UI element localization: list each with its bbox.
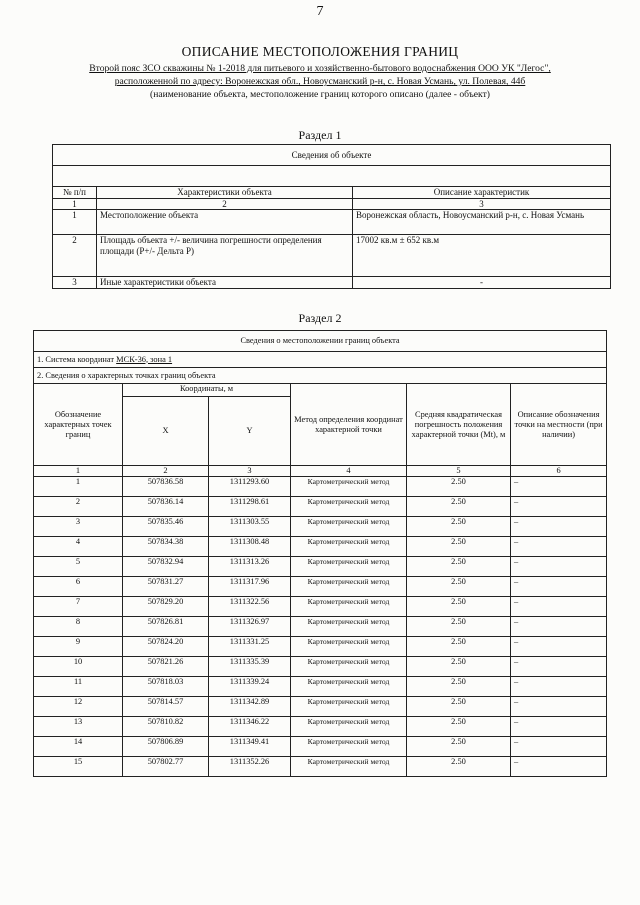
point-description: – [511, 637, 607, 657]
point-x: 507836.58 [123, 477, 209, 497]
point-method: Картометрический метод [291, 597, 407, 617]
point-description: – [511, 617, 607, 637]
header-row [53, 187, 611, 199]
coord-system-prefix: 1. Система координат [37, 354, 117, 364]
header-characteristic: Характеристики объекта [97, 187, 353, 199]
point-y: 1311298.61 [209, 497, 291, 517]
point-method: Картометрический метод [291, 657, 407, 677]
point-error: 2.50 [407, 557, 511, 577]
index-cell: 1 [53, 198, 97, 210]
header-error: Средняя квадратическая погрешность положения характерной точки (Mt), м [407, 384, 511, 466]
point-number: 6 [34, 577, 123, 597]
table-row [34, 637, 607, 657]
boundary-points-table [33, 330, 607, 777]
index-cell: 5 [407, 466, 511, 477]
table-row [34, 677, 607, 697]
point-number: 10 [34, 657, 123, 677]
point-x: 507835.46 [123, 517, 209, 537]
point-y: 1311331.25 [209, 637, 291, 657]
points-title-row [34, 368, 607, 384]
subject-note: (наименование объекта, местоположение границ которого описано (далее - объект) [150, 89, 490, 100]
point-y: 1311352.26 [209, 757, 291, 777]
header-description: Описание характеристик [353, 187, 611, 199]
object-subject [40, 62, 600, 101]
section-2-heading: Раздел 2 [298, 311, 342, 325]
table-row [34, 717, 607, 737]
point-y: 1311346.22 [209, 717, 291, 737]
point-number: 5 [34, 557, 123, 577]
point-method: Картометрический метод [291, 637, 407, 657]
point-error: 2.50 [407, 597, 511, 617]
table-row [34, 517, 607, 537]
row-description: - [353, 277, 611, 289]
point-x: 507834.38 [123, 537, 209, 557]
table-row [34, 557, 607, 577]
point-y: 1311322.56 [209, 597, 291, 617]
point-y: 1311303.55 [209, 517, 291, 537]
index-cell: 6 [511, 466, 607, 477]
point-description: – [511, 577, 607, 597]
index-cell: 4 [291, 466, 407, 477]
point-error: 2.50 [407, 477, 511, 497]
point-method: Картометрический метод [291, 717, 407, 737]
point-x: 507826.81 [123, 617, 209, 637]
point-method: Картометрический метод [291, 577, 407, 597]
header-point: Обозначение характерных точек границ [34, 384, 123, 466]
point-method: Картометрический метод [291, 477, 407, 497]
point-x: 507829.20 [123, 597, 209, 617]
point-y: 1311342.89 [209, 697, 291, 717]
row-characteristic: Местоположение объекта [97, 210, 353, 235]
object-info-table [52, 144, 611, 289]
row-description: Воронежская область, Новоусманский р-н, с. Новая Усмань [353, 210, 611, 235]
point-description: – [511, 757, 607, 777]
point-description: – [511, 737, 607, 757]
point-y: 1311313.26 [209, 557, 291, 577]
table-title-row [34, 331, 607, 352]
point-description: – [511, 677, 607, 697]
point-description: – [511, 717, 607, 737]
points-body [34, 477, 607, 777]
spacer-row [53, 166, 611, 187]
table-row [34, 757, 607, 777]
point-description: – [511, 517, 607, 537]
point-method: Картометрический метод [291, 617, 407, 637]
coord-system-row [34, 352, 607, 368]
point-description: – [511, 497, 607, 517]
point-error: 2.50 [407, 757, 511, 777]
object-info-title: Сведения об объекте [53, 145, 611, 166]
index-cell: 1 [34, 466, 123, 477]
points-title-cell: 2. Сведения о характерных точках границ объекта [34, 368, 607, 384]
row-num: 3 [53, 277, 97, 289]
boundary-table-title: Сведения о местоположении границ объекта [34, 331, 607, 352]
subject-line-1: Второй пояс ЗСО скважины № 1-2018 для питьевого и хозяйственно-бытового водоснабжения ООО УК "Легос", [89, 63, 551, 74]
index-cell: 2 [123, 466, 209, 477]
point-method: Картометрический метод [291, 737, 407, 757]
point-number: 13 [34, 717, 123, 737]
point-error: 2.50 [407, 577, 511, 597]
point-number: 14 [34, 737, 123, 757]
point-error: 2.50 [407, 537, 511, 557]
point-number: 15 [34, 757, 123, 777]
row-num: 1 [53, 210, 97, 235]
point-x: 507831.27 [123, 577, 209, 597]
point-number: 8 [34, 617, 123, 637]
index-cell: 2 [97, 198, 353, 210]
index-row [34, 466, 607, 477]
point-error: 2.50 [407, 617, 511, 637]
point-description: – [511, 477, 607, 497]
point-error: 2.50 [407, 657, 511, 677]
coord-system-name: МСК-36, зона 1 [116, 354, 173, 364]
section-1-heading: Раздел 1 [298, 128, 342, 142]
point-y: 1311326.97 [209, 617, 291, 637]
point-number: 12 [34, 697, 123, 717]
point-method: Картометрический метод [291, 497, 407, 517]
index-cell: 3 [209, 466, 291, 477]
point-x: 507814.57 [123, 697, 209, 717]
header-coordinates: Координаты, м [123, 384, 291, 397]
point-error: 2.50 [407, 517, 511, 537]
table-row [34, 737, 607, 757]
page-title: ОПИСАНИЕ МЕСТОПОЛОЖЕНИЯ ГРАНИЦ [181, 44, 459, 59]
point-number: 9 [34, 637, 123, 657]
row-characteristic: Иные характеристики объекта [97, 277, 353, 289]
header-x: X [123, 397, 209, 466]
point-description: – [511, 557, 607, 577]
point-y: 1311308.48 [209, 537, 291, 557]
point-x: 507806.89 [123, 737, 209, 757]
point-method: Картометрический метод [291, 697, 407, 717]
point-error: 2.50 [407, 677, 511, 697]
point-number: 4 [34, 537, 123, 557]
table-row [34, 697, 607, 717]
point-y: 1311349.41 [209, 737, 291, 757]
point-x: 507818.03 [123, 677, 209, 697]
point-error: 2.50 [407, 737, 511, 757]
header-y: Y [209, 397, 291, 466]
header-description: Описание обозначения точки на местности (при наличии) [511, 384, 607, 466]
point-x: 507821.26 [123, 657, 209, 677]
row-num: 2 [53, 235, 97, 277]
point-number: 2 [34, 497, 123, 517]
point-number: 7 [34, 597, 123, 617]
point-number: 3 [34, 517, 123, 537]
point-x: 507802.77 [123, 757, 209, 777]
point-error: 2.50 [407, 497, 511, 517]
row-characteristic: Площадь объекта +/- величина погрешности определения площади (P+/- Дельта P) [97, 235, 353, 277]
point-number: 11 [34, 677, 123, 697]
table-row [53, 235, 611, 277]
header-num: № п/п [53, 187, 97, 199]
point-description: – [511, 537, 607, 557]
point-method: Картометрический метод [291, 557, 407, 577]
point-description: – [511, 657, 607, 677]
header-method: Метод определения координат характерной точки [291, 384, 407, 466]
point-method: Картометрический метод [291, 517, 407, 537]
point-x: 507824.20 [123, 637, 209, 657]
table-title-row [53, 145, 611, 166]
point-y: 1311293.60 [209, 477, 291, 497]
page-number: 7 [316, 4, 324, 19]
table-row [34, 537, 607, 557]
point-method: Картометрический метод [291, 757, 407, 777]
point-error: 2.50 [407, 697, 511, 717]
point-x: 507832.94 [123, 557, 209, 577]
index-cell: 3 [353, 198, 611, 210]
point-x: 507810.82 [123, 717, 209, 737]
point-y: 1311335.39 [209, 657, 291, 677]
subject-line-2: расположенной по адресу: Воронежская обл., Новоусманский р-н, с. Новая Усмань, ул. Полевая, 44б [114, 76, 526, 87]
row-description: 17002 кв.м ± 652 кв.м [353, 235, 611, 277]
header-row [34, 384, 607, 397]
point-method: Картометрический метод [291, 677, 407, 697]
point-description: – [511, 597, 607, 617]
table-row [34, 657, 607, 677]
table-row [34, 497, 607, 517]
point-y: 1311317.96 [209, 577, 291, 597]
point-error: 2.50 [407, 637, 511, 657]
table-row [34, 617, 607, 637]
coord-system-cell [34, 352, 607, 368]
table-row [34, 597, 607, 617]
table-row [53, 277, 611, 289]
point-error: 2.50 [407, 717, 511, 737]
table-row [34, 577, 607, 597]
index-row [53, 198, 611, 210]
table-row [34, 477, 607, 497]
point-x: 507836.14 [123, 497, 209, 517]
point-description: – [511, 697, 607, 717]
table-row [53, 210, 611, 235]
point-y: 1311339.24 [209, 677, 291, 697]
spacer-cell [53, 166, 611, 187]
point-number: 1 [34, 477, 123, 497]
point-method: Картометрический метод [291, 537, 407, 557]
